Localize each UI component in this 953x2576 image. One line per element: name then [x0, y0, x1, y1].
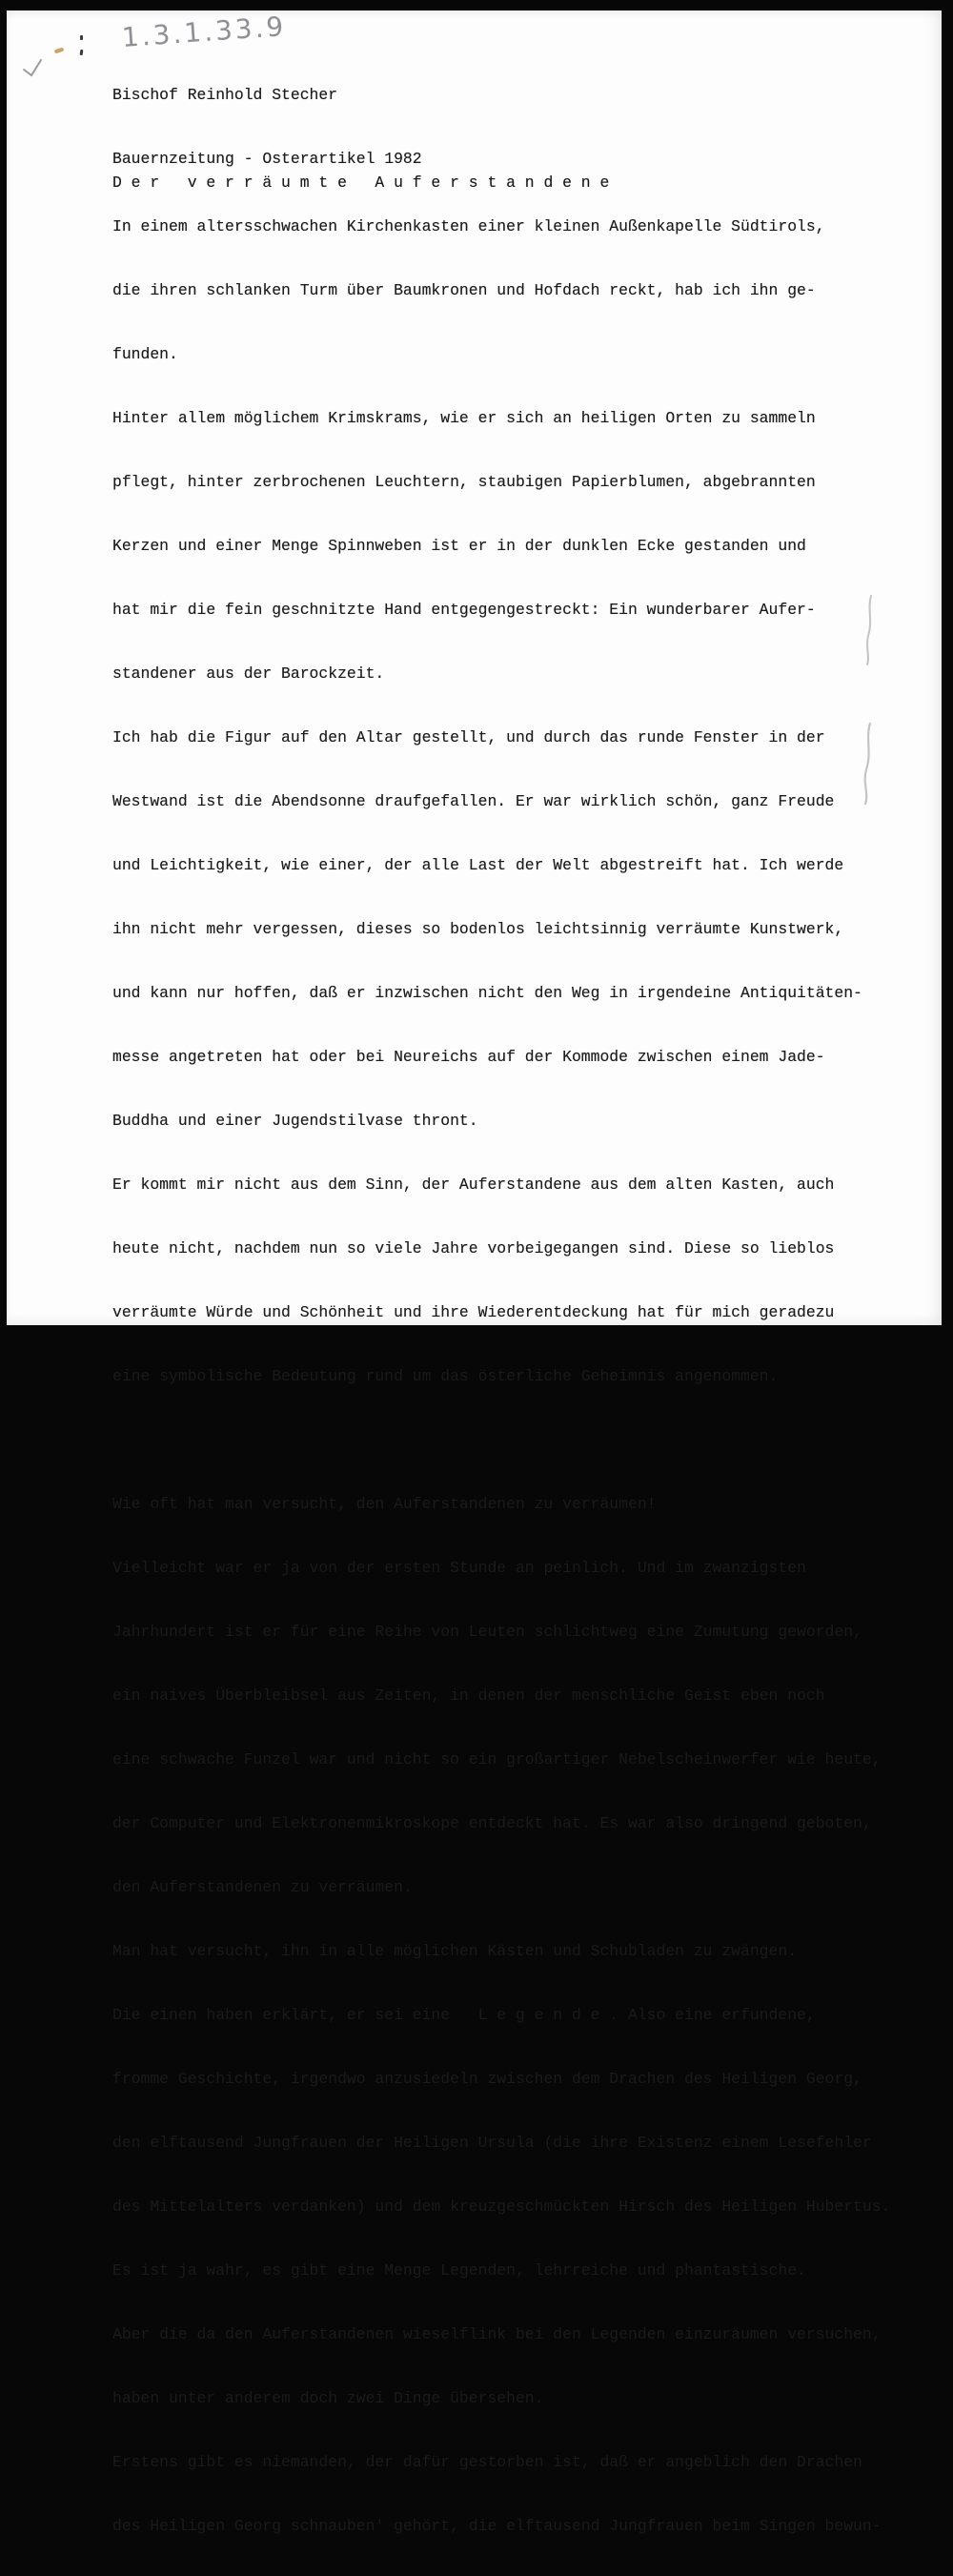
text-line: fromme Geschichte, irgendwo anzusiedeln zwischen dem Drachen des Heiligen Georg, — [112, 2070, 862, 2088]
ink-dot-lower — [80, 50, 84, 55]
text-line: der Computer und Elektronenmikroskope entdeckt hat. Es war also dringend geboten, — [112, 1814, 872, 1832]
blank-line — [112, 1426, 890, 1454]
title-line: D e r v e r r ä u m t e A u f e r s t a n d e n e — [112, 174, 610, 192]
text-line: Jahrhundert ist er für eine Reihe von Leuten schlichtweg eine Zumutung geworden, — [112, 1623, 862, 1641]
text-line: Die einen haben erklärt, er sei eine L e g e n d e . Also eine erfundene, — [112, 2006, 816, 2024]
text-line: pflegt, hinter zerbrochenen Leuchtern, staubigen Papierblumen, abgebrannten — [112, 473, 816, 491]
author-line: Bischof Reinhold Stecher — [112, 86, 338, 104]
text-line: Vielleicht war er ja von der ersten Stunde an peinlich. Und im zwanzigsten — [112, 1559, 806, 1577]
text-line: und kann nur hoffen, daß er inzwischen nicht den Weg in irgendeine Antiquitäten- — [112, 984, 862, 1002]
text-line: die ihren schlanken Turm über Baumkronen und Hofdach reckt, hab ich ihn ge- — [112, 281, 816, 299]
text-line: des Heiligen Georg schnauben' gehört, die elftausend Jungfrauen beim Singen bewun- — [112, 2517, 882, 2535]
text-line: Kerzen und einer Menge Spinnweben ist er in der dunklen Ecke gestanden und — [112, 537, 806, 555]
text-line: hat mir die fein geschnitzte Hand entgegengestreckt: Ein wunderbarer Aufer- — [112, 601, 816, 619]
text-line: den Auferstandenen zu verräumen. — [112, 1878, 413, 1896]
text-line: eine symbolische Bedeutung rund um das österliche Geheimnis angenommen. — [112, 1367, 779, 1385]
document-body — [112, 176, 890, 2576]
text-line: den elftausend Jungfrauen der Heiligen Ursula (die ihre Existenz einem Lesefehler — [112, 2134, 872, 2152]
text-line: Hinter allem möglichem Krimskrams, wie er sich an heiligen Orten zu sammeln — [112, 409, 816, 427]
text-line: standener aus der Barockzeit. — [112, 664, 385, 683]
pencil-check-mark — [20, 52, 58, 83]
text-line: ihn nicht mehr vergessen, dieses so bodenlos leichtsinnig verräumte Kunstwerk, — [112, 920, 844, 938]
text-line: Ich hab die Figur auf den Altar gestellt, und durch das runde Fenster in der — [112, 728, 825, 746]
text-line: verräumte Würde und Schönheit und ihre Wiederentdeckung hat für mich geradezu — [112, 1303, 835, 1321]
text-line: Er kommt mir nicht aus dem Sinn, der Auferstandene aus dem alten Kasten, auch — [112, 1176, 835, 1194]
text-line: ein naives Überbleibsel aus Zeiten, in denen der menschliche Geist eben noch — [112, 1687, 825, 1705]
text-line: und Leichtigkeit, wie einer, der alle Last der Welt abgestreift hat. Ich werde — [112, 856, 844, 874]
document-page — [7, 10, 942, 2535]
text-line: Wie oft hat man versucht, den Auferstandenen zu verräumen! — [112, 1495, 657, 1513]
orange-pencil-fleck — [54, 48, 65, 54]
publication-line: Bauernzeitung - Osterartikel 1982 — [112, 150, 422, 168]
text-line: Westwand ist die Abendsonne draufgefallen. Er war wirklich schön, ganz Freude — [112, 792, 835, 810]
ink-dot-upper — [80, 35, 83, 40]
text-line: des Mittelalters verdanken) und dem kreuzgeschmückten Hirsch des Heiligen Hubertus. — [112, 2198, 891, 2216]
text-line: Buddha und einer Jugendstilvase thront. — [112, 1112, 478, 1130]
handwritten-archive-number: 1.3.1.33.9 — [120, 10, 288, 53]
text-line: eine schwache Funzel war und nicht so ein großartiger Nebelscheinwerfer wie heute, — [112, 1750, 882, 1768]
text-line: Man hat versucht, ihn in alle möglichen Kästen und Schubladen zu zwängen. — [112, 1942, 798, 1960]
text-line: haben unter anderem doch zwei Dinge übersehen. — [112, 2389, 544, 2407]
text-line: heute nicht, nachdem nun so viele Jahre vorbeigegangen sind. Diese so lieblos — [112, 1239, 835, 1257]
text-line: Es ist ja wahr, es gibt eine Menge Legenden, lehrreiche und phantastische. — [112, 2261, 806, 2280]
text-line: messe angetreten hat oder bei Neureichs auf der Kommode zwischen einem Jade- — [112, 1048, 825, 1066]
text-line: funden. — [112, 345, 178, 363]
text-line: Aber die da den Auferstandenen wieselflink bei den Legenden einzuräumen versuchen, — [112, 2325, 882, 2343]
text-line: In einem altersschwachen Kirchenkasten einer kleinen Außenkapelle Südtirols, — [112, 217, 825, 235]
text-line: Erstens gibt es niemanden, der dafür gestorben ist, daß er angeblich den Drachen — [112, 2453, 862, 2471]
